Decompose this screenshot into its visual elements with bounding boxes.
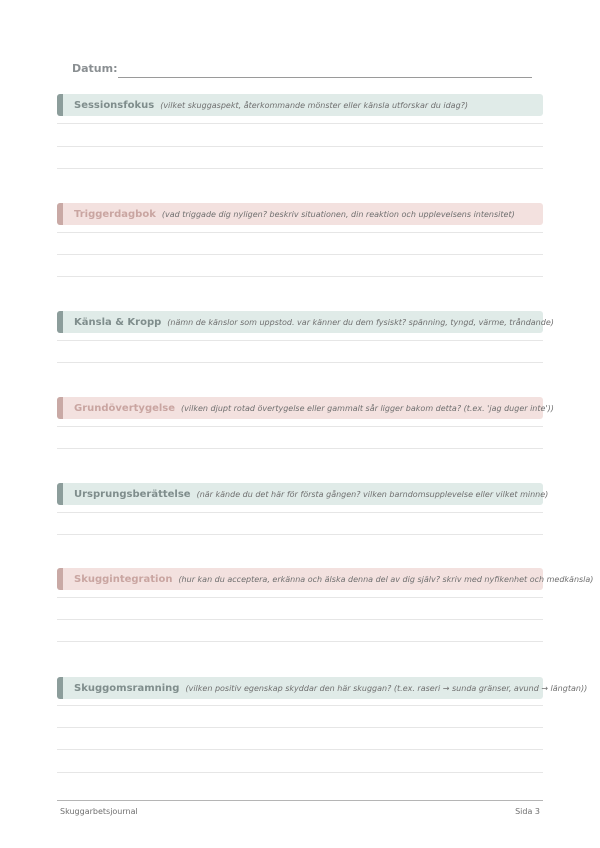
writing-line[interactable]: [57, 641, 543, 642]
writing-line[interactable]: [57, 597, 543, 598]
writing-line[interactable]: [57, 276, 543, 277]
section-ursprungsberattelse: [57, 483, 549, 505]
section-triggerdagbok: [57, 203, 543, 225]
writing-line[interactable]: [57, 362, 543, 363]
writing-line[interactable]: [57, 340, 543, 341]
footer-journal-name: Skuggarbetsjournal: [60, 807, 138, 816]
writing-line[interactable]: [57, 426, 543, 427]
section-header: [57, 94, 543, 116]
writing-line[interactable]: [57, 512, 543, 513]
writing-line[interactable]: [57, 727, 543, 728]
writing-line[interactable]: [57, 232, 543, 233]
section-kansla-kropp: [57, 311, 554, 333]
section-title: Sessionsfokus: [74, 99, 155, 111]
section-title: Skuggomsramning: [74, 682, 180, 694]
writing-line[interactable]: [57, 123, 543, 124]
section-accent: [57, 397, 63, 419]
section-header: [57, 311, 554, 333]
writing-line[interactable]: [57, 772, 543, 773]
section-prompt: (hur kan du acceptera, erkänna och älska denna del av dig själv? skriv med nyfikenhet och medkänsla): [178, 574, 594, 584]
footer-page-number: Sida 3: [515, 807, 540, 816]
section-header: [57, 483, 549, 505]
date-label: Datum:: [72, 62, 118, 75]
section-header: [57, 397, 554, 419]
section-prompt: (när kände du det här för första gången? vilken barndomsupplevelse eller vilket minne): [196, 489, 549, 499]
section-title: Grundövertygelse: [74, 402, 176, 414]
section-header: [57, 568, 594, 590]
section-sessionsfokus: [57, 94, 543, 116]
section-skuggomsramning: [57, 677, 588, 699]
section-accent: [57, 311, 63, 333]
writing-line[interactable]: [57, 705, 543, 706]
section-title: Triggerdagbok: [74, 208, 156, 220]
section-prompt: (vilken positiv egenskap skyddar den här skuggan? (t.ex. raseri → sunda gränser, avund → längtan)): [185, 683, 588, 693]
section-header: [57, 677, 588, 699]
writing-line[interactable]: [57, 448, 543, 449]
section-title: Ursprungsberättelse: [74, 488, 191, 500]
section-title: Skuggintegration: [74, 573, 173, 585]
section-prompt: (vad triggade dig nyligen? beskriv situationen, din reaktion och upplevelsens intensitet): [161, 209, 515, 219]
section-grundovertygelse: [57, 397, 554, 419]
writing-line[interactable]: [57, 146, 543, 147]
section-prompt: (vilket skuggaspekt, återkommande mönster eller känsla utforskar du idag?): [160, 100, 469, 110]
section-prompt: (nämn de känslor som uppstod. var känner du dem fysiskt? spänning, tyngd, värme, tråndande): [167, 317, 554, 327]
writing-line[interactable]: [57, 254, 543, 255]
writing-line[interactable]: [57, 749, 543, 750]
date-row: [72, 62, 532, 80]
section-accent: [57, 483, 63, 505]
date-line[interactable]: [118, 77, 532, 78]
section-skuggintegration: [57, 568, 594, 590]
writing-line[interactable]: [57, 534, 543, 535]
section-header: [57, 203, 543, 225]
section-title: Känsla & Kropp: [74, 316, 162, 328]
footer-divider: [57, 800, 543, 801]
section-accent: [57, 568, 63, 590]
section-prompt: (vilken djupt rotad övertygelse eller gammalt sår ligger bakom detta? (t.ex. 'jag duger inte')): [181, 403, 554, 413]
writing-line[interactable]: [57, 619, 543, 620]
section-accent: [57, 677, 63, 699]
writing-line[interactable]: [57, 168, 543, 169]
section-accent: [57, 203, 63, 225]
section-accent: [57, 94, 63, 116]
